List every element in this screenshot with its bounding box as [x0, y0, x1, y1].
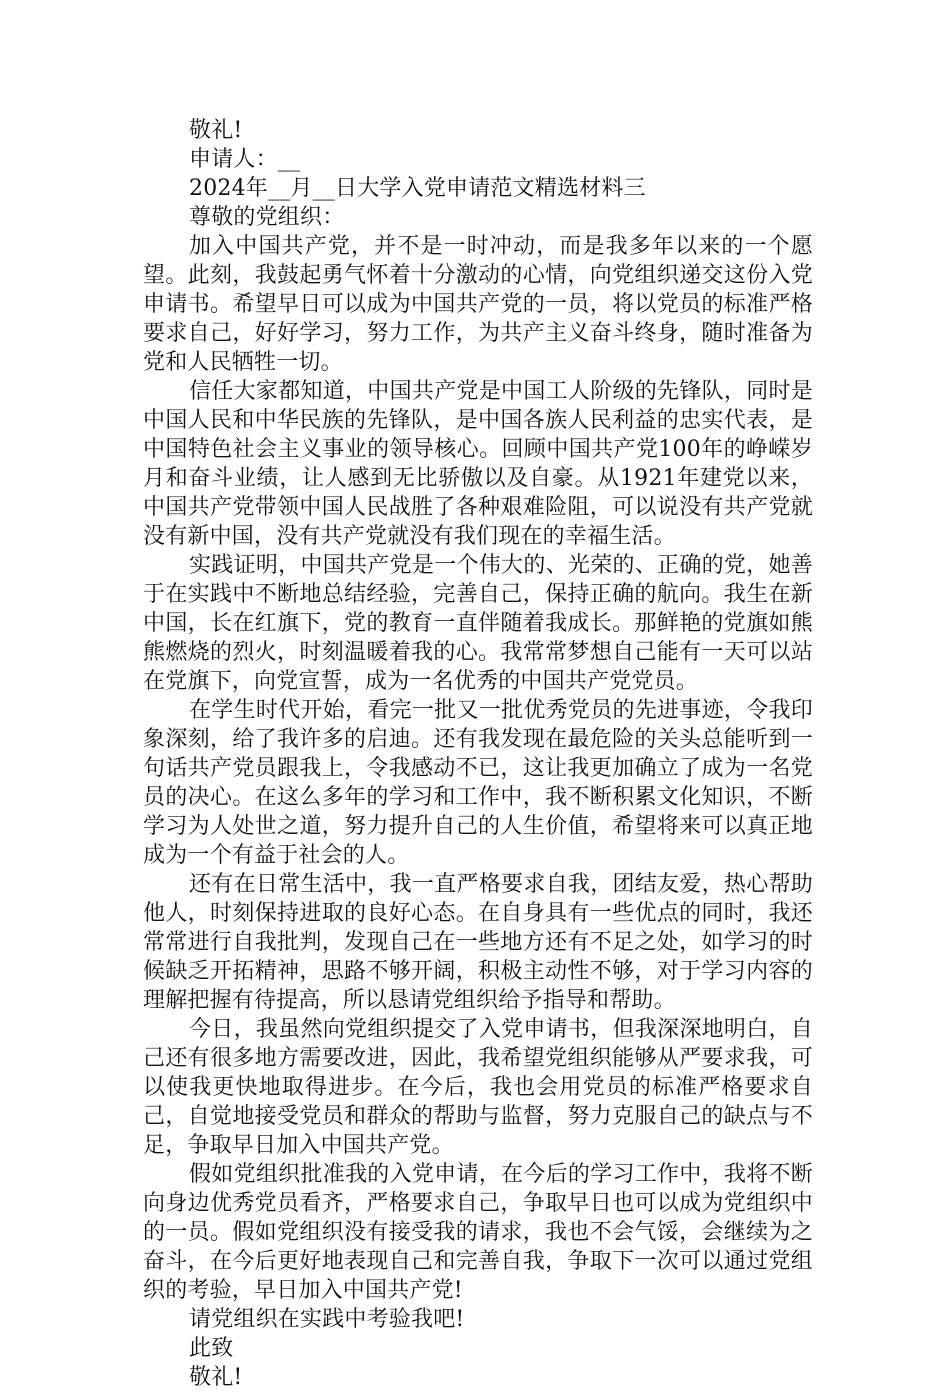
- closing-cizhi: 此致: [189, 1336, 234, 1361]
- salutation: 尊敬的党组织：: [189, 205, 345, 230]
- document-body: [143, 116, 813, 1392]
- body-paragraph: 在学生时代开始，看完一批又一批优秀党员的先进事迹，令我印象深刻，给了我许多的启迪。还有我发现在最危险的关头总能听到一句话共产党员跟我上，令我感动不已，这让我更加确立了成为一名党员的决心。在这么多年的学习和工作中，我不断积累文化知识，不断学习为人处世之道，努力提升自己的人生价值，希望将来可以真正地成为一个有益于社会的人。: [143, 698, 813, 868]
- body-paragraph: 今日，我虽然向党组织提交了入党申请书，但我深深地明白，自己还有很多地方需要改进，因此，我希望党组织能够从严要求我，可以使我更快地取得进步。在今后，我也会用党员的标准严格要求自己，自觉地接受党员和群众的帮助与监督，努力克服自己的缺点与不足，争取早日加入中国共产党。: [143, 1017, 813, 1158]
- body-paragraph: 实践证明，中国共产党是一个伟大的、光荣的、正确的党，她善于在实践中不断地总结经验，完善自己，保持正确的航向。我生在新中国，长在红旗下，党的教育一直伴随着我成长。那鲜艳的党旗如熊熊燃烧的烈火，时刻温暖着我的心。我常常梦想自己能有一天可以站在党旗下，向党宣誓，成为一名优秀的中国共产党党员。: [143, 553, 813, 694]
- closing-salute: 敬礼!: [189, 118, 243, 143]
- section-title: 2024年__月__日大学入党申请范文精选材料三: [189, 176, 646, 201]
- body-paragraph: 假如党组织批准我的入党申请，在今后的学习工作中，我将不断向身边优秀党员看齐，严格要求自己，争取早日也可以成为党组织中的一员。假如党组织没有接受我的请求，我也不会气馁，会继续为之奋斗，在今后更好地表现自己和完善自我，争取下一次可以通过党组织的考验，早日加入中国共产党!: [143, 1162, 813, 1303]
- closing-request: 请党组织在实践中考验我吧!: [189, 1307, 465, 1332]
- closing-salute-end: 敬礼!: [189, 1365, 243, 1390]
- body-paragraph: 信任大家都知道，中国共产党是中国工人阶级的先锋队，同时是中国人民和中华民族的先锋队，是中国各族人民利益的忠实代表，是中国特色社会主义事业的领导核心。回顾中国共产党100年的峥嵘岁月和奋斗业绩，让人感到无比骄傲以及自豪。从1921年建党以来，中国共产党带领中国人民战胜了各种艰难险阻，可以说没有共产党就没有新中国，没有共产党就没有我们现在的幸福生活。: [143, 379, 813, 549]
- body-paragraph: 加入中国共产党，并不是一时冲动，而是我多年以来的一个愿望。此刻，我鼓起勇气怀着十分激动的心情，向党组织递交这份入党申请书。希望早日可以成为中国共产党的一员，将以党员的标准严格要求自己，好好学习，努力工作，为共产主义奋斗终身，随时准备为党和人民牺牲一切。: [143, 234, 813, 375]
- body-paragraph: 还有在日常生活中，我一直严格要求自我，团结友爱，热心帮助他人，时刻保持进取的良好心态。在自身具有一些优点的同时，我还常常进行自我批判，发现自己在一些地方还有不足之处，如学习的时候缺乏开拓精神，思路不够开阔，积极主动性不够，对于学习内容的理解把握有待提高，所以恳请党组织给予指导和帮助。: [143, 872, 813, 1013]
- applicant-line: 申请人：__: [189, 147, 301, 172]
